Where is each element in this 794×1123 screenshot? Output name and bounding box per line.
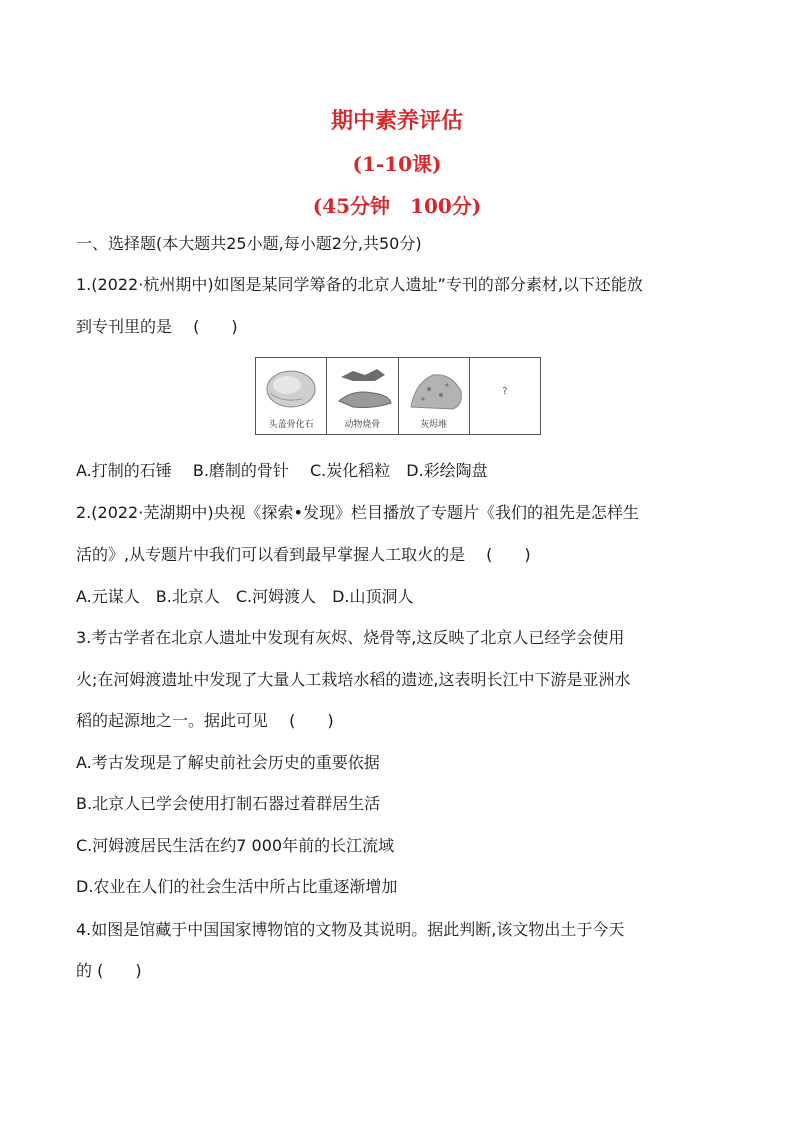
figure-cell-skull bbox=[256, 358, 327, 434]
skull-fossil-image bbox=[262, 363, 320, 415]
q3-stem-line1: 3.考古学者在北京人遗址中发现有灰烬、烧骨等,这反映了北京人已经学会使用 bbox=[76, 628, 625, 647]
q2-stem-line2: 活的》,从专题片中我们可以看到最早掌握人工取火的是 ( ) bbox=[76, 545, 531, 564]
figure-cell-unknown bbox=[470, 358, 540, 434]
lesson-range: (1-10课) bbox=[352, 152, 442, 176]
q3-option-c: C.河姆渡居民生活在约7 000年前的长江流域 bbox=[76, 836, 395, 855]
burnt-bones-image bbox=[333, 363, 395, 415]
figure-cell-bones bbox=[327, 358, 398, 434]
q2-stem-line1: 2.(2022·芜湖期中)央视《探索•发现》栏目播放了专题片《我们的祖先是怎样生 bbox=[76, 503, 639, 522]
q3-option-b: B.北京人已学会使用打制石器过着群居生活 bbox=[76, 794, 381, 813]
page-title: 期中素养评估 bbox=[330, 108, 463, 134]
q4-stem-line1: 4.如图是馆藏于中国国家博物馆的文物及其说明。据此判断,该文物出土于今天 bbox=[76, 920, 625, 939]
q1-stem-line1: 1.(2022·杭州期中)如图是某同学筹备的北京人遗址”专刊的部分素材,以下还能放 bbox=[76, 275, 643, 294]
q2-options: A.元谋人 B.北京人 C.河姆渡人 D.山顶洞人 bbox=[76, 587, 414, 606]
caption-bones: 动物烧骨 bbox=[344, 420, 381, 430]
q3-stem-line2: 火;在河姆渡遗址中发现了大量人工栽培水稻的遗迹,这表明长江中下游是亚洲水 bbox=[76, 670, 631, 689]
q3-stem-line3: 稻的起源地之一。据此可见 ( ) bbox=[76, 711, 334, 730]
section-heading: 一、选择题(本大题共25小题,每小题2分,共50分) bbox=[76, 234, 422, 253]
q1-figure bbox=[255, 357, 541, 435]
q1-options: A.打制的石锤 B.磨制的骨针 C.炭化稻粒 D.彩绘陶盘 bbox=[76, 461, 488, 480]
unknown-mark: ? bbox=[502, 386, 508, 397]
ash-pile-image bbox=[405, 363, 467, 415]
q3-option-a: A.考古发现是了解史前社会历史的重要依据 bbox=[76, 753, 380, 772]
q4-stem-line2: 的 ( ) bbox=[76, 961, 142, 980]
q1-stem-line2: 到专刊里的是 ( ) bbox=[76, 317, 238, 336]
time-and-score: (45分钟 100分) bbox=[312, 194, 482, 218]
q3-option-d: D.农业在人们的社会生活中所占比重逐渐增加 bbox=[76, 877, 398, 896]
caption-ash: 灰烬堆 bbox=[420, 420, 448, 430]
figure-cell-ash bbox=[399, 358, 470, 434]
caption-skull: 头盖骨化石 bbox=[268, 420, 314, 430]
